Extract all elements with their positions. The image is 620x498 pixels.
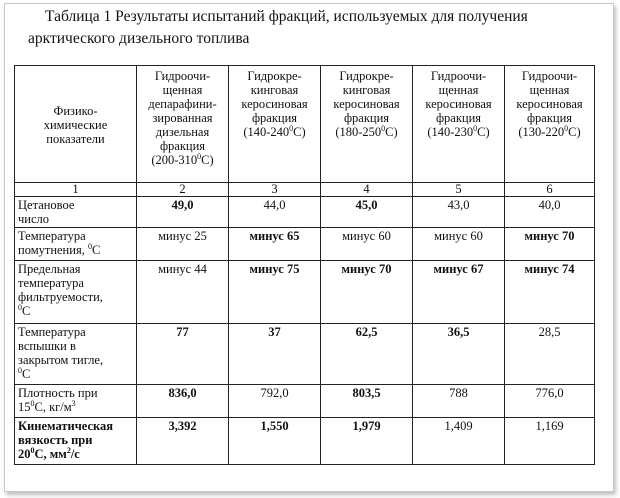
column-number: 3 — [229, 183, 321, 197]
cell-value: 1,979 — [321, 418, 413, 465]
header-line: депарафини- — [148, 97, 217, 111]
column-number: 2 — [137, 183, 229, 197]
results-table — [14, 65, 595, 465]
caption-line-1: Таблица 1 Результаты испытаний фракций, используемых для получения — [45, 8, 528, 25]
cell-value: 836,0 — [137, 385, 229, 418]
header-line: щенная — [529, 83, 570, 97]
header-line: фракция — [251, 111, 298, 125]
column-number: 5 — [413, 183, 505, 197]
table-row — [15, 385, 595, 418]
cell-value: минус 74 — [505, 261, 595, 324]
header-line: дизельная — [155, 125, 210, 139]
header-line: Гидроочи- — [430, 69, 487, 83]
cell-value: минус 60 — [413, 228, 505, 261]
cell-value: 776,0 — [505, 385, 595, 418]
cell-value: 788 — [413, 385, 505, 418]
column-number: 4 — [321, 183, 413, 197]
header-line: керосиновая — [425, 97, 492, 111]
header-line: фракция — [526, 111, 573, 125]
cell-value: минус 70 — [321, 261, 413, 324]
column-number-row — [15, 183, 595, 197]
header-line: фракция — [343, 111, 390, 125]
header-range: $(140-230^0C)$ — [427, 124, 490, 139]
cell-value: 1,550 — [229, 418, 321, 465]
cell-value: минус 44 — [137, 261, 229, 324]
cell-value: 3,392 — [137, 418, 229, 465]
row-label: Температура помутнения, $^0$C — [15, 228, 137, 261]
header-line: Гидроочи- — [154, 69, 211, 83]
cell-value: 44,0 — [229, 197, 321, 228]
cell-value: 36,5 — [413, 324, 505, 385]
header-param-line: Физико- — [53, 104, 98, 118]
header-line: керосиновая — [333, 97, 400, 111]
header-line: фракция — [435, 111, 482, 125]
row-label: Предельная температура фильтруемости, $^0$C — [15, 261, 137, 324]
header-range: $(140-240^0C)$ — [243, 124, 306, 139]
cell-value: 1,409 — [413, 418, 505, 465]
header-line: керосиновая — [241, 97, 308, 111]
header-line: Гидрокре- — [247, 69, 302, 83]
caption-line-2: арктического дизельного топлива — [28, 30, 250, 47]
header-line: зированная — [152, 111, 213, 125]
cell-value: 803,5 — [321, 385, 413, 418]
cell-value: 792,0 — [229, 385, 321, 418]
table-row — [15, 418, 595, 465]
header-col-6 — [505, 66, 595, 183]
table-row — [15, 197, 595, 228]
row-label: Кинематическая вязкость при $20^0C$, $мм^2/с$ — [15, 418, 137, 465]
header-line: фракция — [159, 139, 206, 153]
header-line: Гидроочи- — [521, 69, 578, 83]
header-col-3 — [229, 66, 321, 183]
row-label: Плотность при $15^0C$, $кг/м^3$ — [15, 385, 137, 418]
header-line: Гидрокре- — [339, 69, 394, 83]
cell-value: минус 60 — [321, 228, 413, 261]
table-row — [15, 228, 595, 261]
cell-value: 28,5 — [505, 324, 595, 385]
cell-value: минус 75 — [229, 261, 321, 324]
header-line: керосиновая — [516, 97, 583, 111]
cell-value: 62,5 — [321, 324, 413, 385]
header-line: щенная — [438, 83, 479, 97]
cell-value: минус 65 — [229, 228, 321, 261]
header-param-line: химические — [43, 118, 108, 132]
header-line: щенная — [162, 83, 203, 97]
header-param-line: показатели — [46, 132, 105, 146]
cell-value: 45,0 — [321, 197, 413, 228]
cell-value: 77 — [137, 324, 229, 385]
column-number: 6 — [505, 183, 595, 197]
header-col-5 — [413, 66, 505, 183]
header-range: $(200-310^0C)$ — [151, 152, 214, 167]
header-line: кинговая — [342, 83, 391, 97]
column-number: 1 — [15, 183, 137, 197]
row-label: Цетановое число — [15, 197, 137, 228]
table-row — [15, 324, 595, 385]
header-row — [15, 66, 595, 183]
row-label: Температура вспышки в закрытом тигле, $^0$C — [15, 324, 137, 385]
cell-value: минус 67 — [413, 261, 505, 324]
cell-value: минус 70 — [505, 228, 595, 261]
cell-value: 37 — [229, 324, 321, 385]
table-row — [15, 261, 595, 324]
cell-value: 43,0 — [413, 197, 505, 228]
cell-value: 40,0 — [505, 197, 595, 228]
header-col-2 — [137, 66, 229, 183]
cell-value: 1,169 — [505, 418, 595, 465]
header-line: кинговая — [250, 83, 299, 97]
header-range: $(130-220^0C)$ — [518, 124, 581, 139]
header-range: $(180-250^0C)$ — [335, 124, 398, 139]
cell-value: минус 25 — [137, 228, 229, 261]
cell-value: 49,0 — [137, 197, 229, 228]
table-caption — [10, 6, 605, 50]
header-param — [15, 66, 137, 183]
header-col-4 — [321, 66, 413, 183]
